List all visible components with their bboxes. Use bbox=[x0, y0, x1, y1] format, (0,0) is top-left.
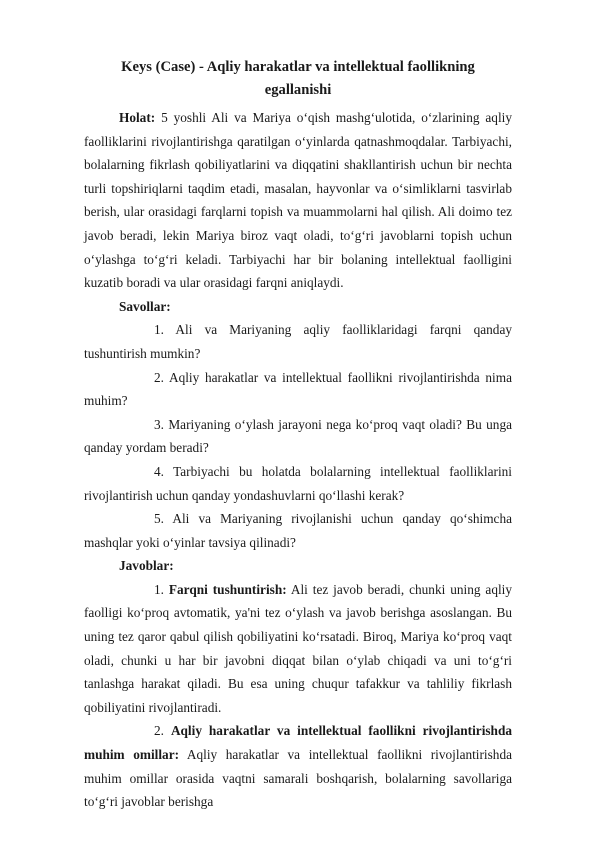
answers-heading: Javoblar: bbox=[119, 558, 174, 574]
answer-item bbox=[84, 578, 512, 720]
question-item bbox=[84, 507, 512, 554]
question-text: Aqliy harakatlar va intellektual faollikni rivojlantirishda nima muhim? bbox=[84, 369, 512, 409]
answer-label: Farqni tushuntirish: bbox=[168, 581, 287, 597]
situation-paragraph bbox=[84, 106, 512, 295]
question-text: Ali va Mariyaning rivojlanishi uchun qanday qo‘shimcha mashqlar yoki o‘yinlar tavsiya qilinadi? bbox=[84, 511, 513, 550]
question-item bbox=[84, 413, 512, 460]
question-text: Ali va Mariyaning aqliy faolliklaridagi farqni qanday tushuntirish mumkin? bbox=[84, 322, 513, 361]
title-line-2: egallanishi bbox=[264, 82, 332, 98]
question-text: Mariyaning o‘ylash jarayoni nega ko‘proq vaqt oladi? Bu unga qanday yordam beradi? bbox=[84, 416, 512, 456]
answer-text: Ali tez javob beradi, chunki uning aqliy faolligi ko‘proq avtomatik, ya'ni tez o‘ylash va javob berishga asoslangan. Bu uning tez qaror qabul qilish qobiliyatini ko‘rsatadi. Biroq, Mariya ko‘proq vaqt oladi, chunki u har bir javobni diqqat bilan o‘ylab chiqadi va uni to‘g‘ri tanlashga harakat qiladi. Bu esa uning chuqur tafakkur va tahliliy fikrlash qobiliyatini rivojlantiradi. bbox=[84, 581, 513, 715]
title-line-1: Keys (Case) - Aqliy harakatlar va intellektual faollikning bbox=[121, 59, 475, 75]
document-title bbox=[84, 56, 512, 102]
question-number: 3. bbox=[154, 416, 164, 432]
answer-number: 1. bbox=[154, 581, 164, 597]
answer-item bbox=[84, 719, 512, 813]
answer-text: Aqliy harakatlar va intellektual faollikni rivojlantirishda muhim omillar orasida vaqtni samarali boshqarish, bolalarning savollariga to‘g‘ri javoblar berishga bbox=[84, 747, 513, 810]
question-number: 5. bbox=[154, 511, 164, 527]
situation-label: Holat: bbox=[119, 110, 156, 125]
question-number: 2. bbox=[154, 369, 164, 385]
question-text: Tarbiyachi bu holatda bolalarning intellektual faolliklarini rivojlantirish uchun qanday yondashuvlarni qo‘llashi kerak? bbox=[84, 463, 512, 503]
question-item bbox=[84, 460, 512, 507]
questions-heading: Savollar: bbox=[119, 298, 171, 314]
question-item bbox=[84, 366, 512, 413]
situation-text: 5 yoshli Ali va Mariya o‘qish mashg‘ulotida, o‘zlarining aqliy faolliklarini rivojlantirishga qaratilgan o‘yinlarda qatnashmoqdalar. Tarbiyachi, bolalarning fikrlash qobiliyatlarini va diqqatini shakllantirish uchun bir nechta turli topshiriqlarni taqdim etadi, masalan, hayvonlar va o‘simliklarni tasvirlab berish, ular orasidagi farqlarni topish va muammolarni hal qilish. Ali doimo tez javob beradi, lekin Mariya biroz vaqt oladi, to‘g‘ri javoblarni topish uchun o‘ylashga to‘g‘ri keladi. Tarbiyachi har bir bolaning intellektual faolligini kuzatib boradi va ular orasidagi farqni aniqlaydi. bbox=[84, 110, 512, 291]
question-number: 4. bbox=[154, 463, 164, 479]
question-number: 1. bbox=[154, 322, 164, 338]
answer-number: 2. bbox=[154, 723, 164, 739]
question-item bbox=[84, 318, 512, 365]
answer-label: Aqliy harakatlar va intellektual faollikni rivojlantirishda muhim omillar: bbox=[84, 723, 512, 763]
